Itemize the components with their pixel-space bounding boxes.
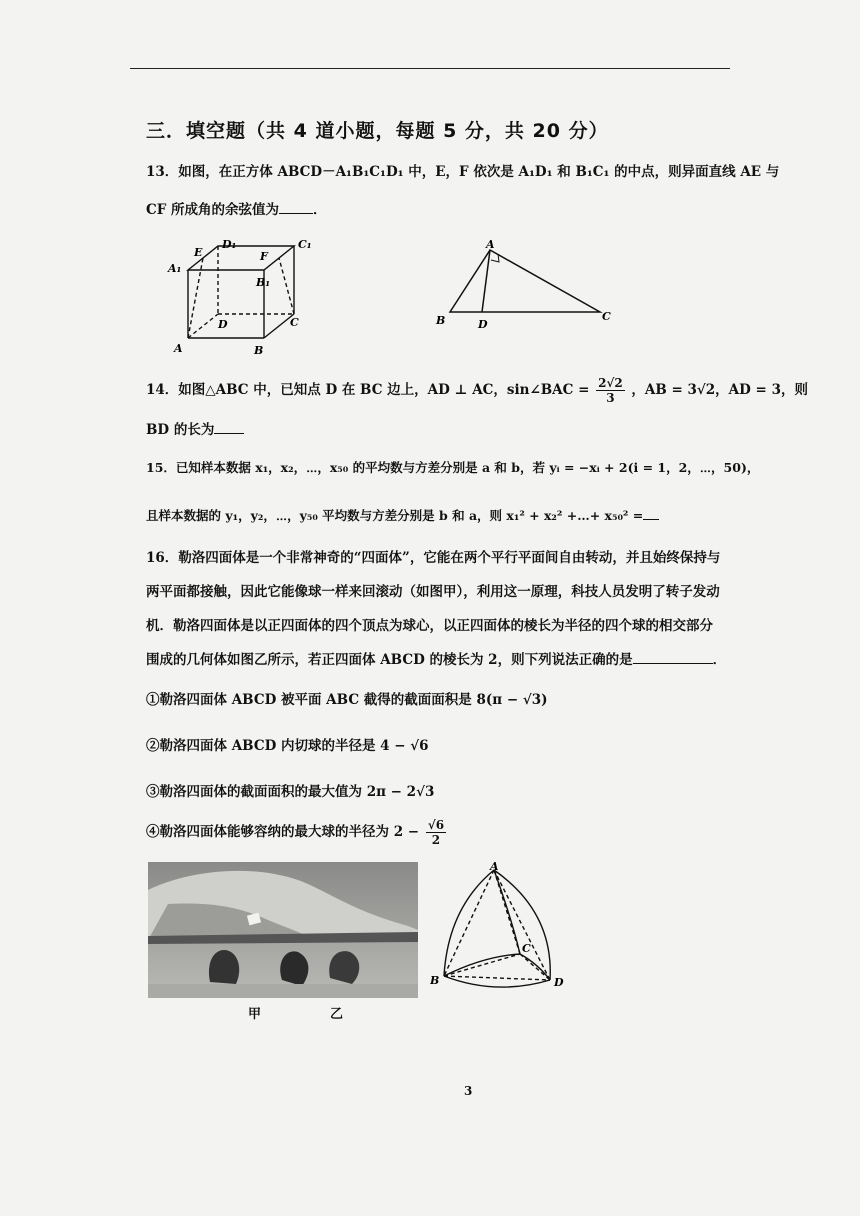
q16-line4-text: 围成的几何体如图乙所示，若正四面体 ABCD 的棱长为 2，则下列说法正确的是 bbox=[146, 652, 633, 668]
q13-line1: 13．如图，在正方体 ABCD－A₁B₁C₁D₁ 中，E，F 依次是 A₁D₁ 和 B₁C₁ 的中点，则异面直线 AE 与 bbox=[146, 164, 780, 180]
q16-line4 bbox=[146, 648, 726, 668]
q16-option-3: ③勒洛四面体的截面面积的最大值为 2π − 2√3 bbox=[146, 784, 435, 800]
tetra-label-c: C bbox=[522, 942, 531, 955]
q14-line2 bbox=[146, 418, 244, 438]
q13-line2-end: ． bbox=[313, 202, 327, 218]
tetra-label-d: D bbox=[554, 976, 564, 989]
q16-option-4-text: ④勒洛四面体能够容纳的最大球的半径为 2 − bbox=[146, 824, 420, 840]
tri-label-c: C bbox=[602, 310, 611, 323]
caption-yi: 乙 bbox=[330, 1007, 344, 1022]
q13-line2 bbox=[146, 198, 327, 218]
q16-line4-end: ． bbox=[712, 652, 727, 668]
q16-option-4-fraction bbox=[426, 818, 446, 847]
q16-line3: 机．勒洛四面体是以正四面体的四个顶点为球心，以正四面体的棱长为半径的四个球的相交部分 bbox=[146, 618, 713, 634]
caption-jia: 甲 bbox=[248, 1007, 262, 1022]
q15-line2-text: 且样本数据的 y₁，y₂，⋯，y₅₀ 平均数与方差分别是 b 和 a，则 x₁² + x₂² +…+ x₅₀² = bbox=[146, 508, 644, 523]
q16-option-1: ①勒洛四面体 ABCD 被平面 ABC 截得的截面面积是 8(π − √3) bbox=[146, 692, 548, 708]
q13-answer-blank bbox=[279, 201, 313, 214]
q16-option-4 bbox=[146, 818, 448, 847]
cube-label-c: C bbox=[290, 316, 299, 329]
q15-line2 bbox=[146, 506, 659, 524]
q16-option-2: ②勒洛四面体 ABCD 内切球的半径是 4 − √6 bbox=[146, 738, 429, 754]
q16-opt4-den: 2 bbox=[431, 833, 441, 847]
q15-line1: 15．已知样本数据 x₁，x₂，⋯，x₅₀ 的平均数与方差分别是 a 和 b，若 yᵢ = −xᵢ + 2(i = 1，2，⋯，50)， bbox=[146, 460, 760, 475]
reuleaux-rolling-photo bbox=[148, 862, 418, 998]
cube-label-d: D bbox=[218, 318, 228, 331]
tetra-label-a: A bbox=[490, 860, 499, 873]
reuleaux-tetrahedron-figure bbox=[430, 860, 580, 996]
q14-pre: 14．如图△ABC 中，已知点 D 在 BC 边上，AD ⊥ AC，sin∠BAC = bbox=[146, 382, 590, 398]
q16-line2: 两平面都接触，因此它能像球一样来回滚动（如图甲），利用这一原理，科技人员发明了转子发动 bbox=[146, 584, 720, 600]
tetra-label-b: B bbox=[430, 974, 440, 987]
q15-answer-blank bbox=[643, 507, 659, 520]
q14-frac-den: 3 bbox=[606, 391, 615, 405]
q16-line1: 16．勒洛四面体是一个非常神奇的“四面体”，它能在两个平行平面间自由转动，并且始终保持与 bbox=[146, 550, 721, 566]
cube-figure bbox=[160, 234, 320, 358]
tri-label-d: D bbox=[478, 318, 488, 331]
cube-label-b: B bbox=[254, 344, 264, 357]
q13-line2-text: CF 所成角的余弦值为 bbox=[146, 202, 280, 218]
cube-label-b1: B₁ bbox=[256, 276, 271, 289]
q16-opt4-num: √6 bbox=[427, 818, 445, 832]
cube-label-c1: C₁ bbox=[298, 238, 312, 251]
q14-line1 bbox=[146, 376, 808, 405]
cube-label-f: F bbox=[260, 250, 268, 263]
page-number: 3 bbox=[464, 1084, 473, 1098]
cube-label-a: A bbox=[174, 342, 183, 355]
cube-label-e: E bbox=[194, 246, 203, 259]
q14-frac-num: 2√2 bbox=[598, 376, 623, 390]
q14-fraction bbox=[596, 376, 625, 405]
cube-label-d1: D₁ bbox=[222, 238, 237, 251]
q14-post: ，AB = 3√2，AD = 3，则 bbox=[631, 382, 808, 398]
q14-answer-blank bbox=[214, 421, 244, 434]
q16-answer-blank bbox=[633, 651, 713, 664]
section-title: 三．填空题（共 4 道小题，每题 5 分，共 20 分） bbox=[146, 120, 609, 142]
tri-label-b: B bbox=[436, 314, 446, 327]
q14-line2-text: BD 的长为 bbox=[146, 422, 215, 438]
header-rule bbox=[130, 68, 730, 69]
cube-label-a1: A₁ bbox=[168, 262, 182, 275]
tri-label-a: A bbox=[486, 238, 495, 251]
triangle-figure bbox=[430, 236, 620, 332]
